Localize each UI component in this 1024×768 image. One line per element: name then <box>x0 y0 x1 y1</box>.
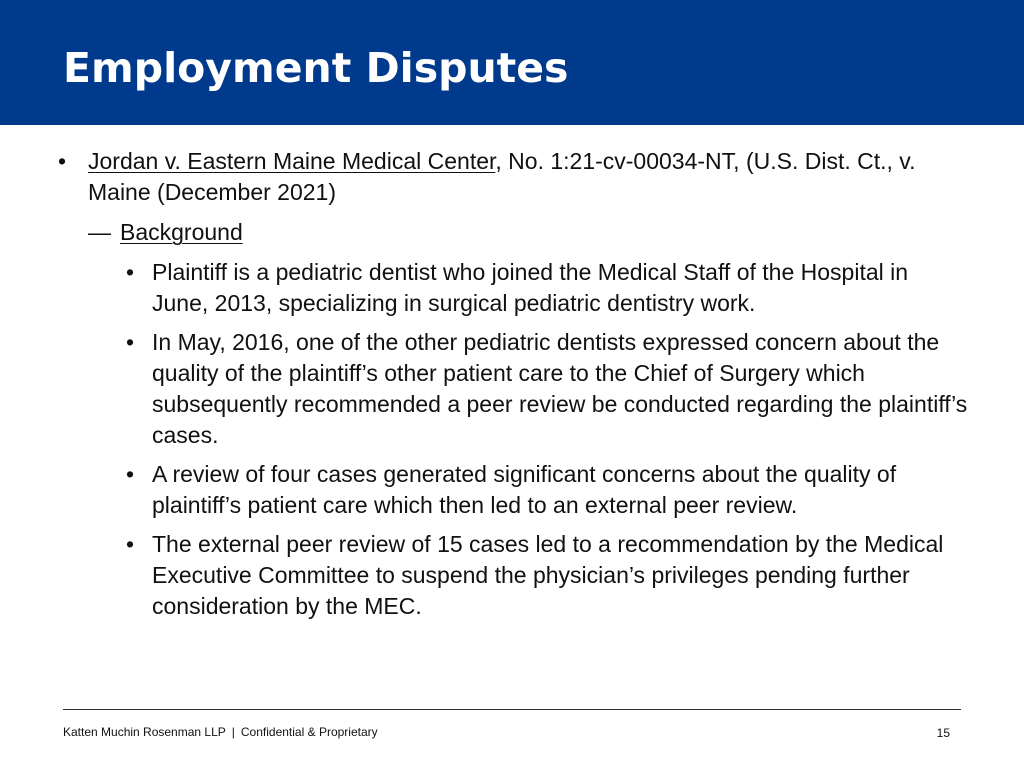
list-item-text: A review of four cases generated significant concerns about the quality of plaintiff’s patient care which then led to an external peer review. <box>152 461 897 518</box>
list-item-text: Plaintiff is a pediatric dentist who joined the Medical Staff of the Hospital in June, 2013, specializing in surgical pediatric dentistry work. <box>152 259 909 316</box>
bullet-icon: • <box>126 329 135 355</box>
list-item-text: The external peer review of 15 cases led to a recommendation by the Medical Executive Committee to suspend the physician’s privileges pending further consideration by the MEC. <box>152 531 944 619</box>
case-citation: , No. 1:21-cv-00034-NT, (U.S. Dist. Ct., v. Maine (December 2021) <box>88 148 916 205</box>
list-item <box>126 459 968 521</box>
slide-header <box>0 0 1024 125</box>
slide-title: Employment Disputes <box>63 44 569 92</box>
confidentiality-notice: Confidential & Proprietary <box>240 725 378 739</box>
background-label: Background <box>120 219 243 245</box>
bullet-icon: • <box>126 259 135 285</box>
page-number: 15 <box>936 726 950 740</box>
slide-content <box>58 146 968 630</box>
case-bullet <box>58 146 968 208</box>
list-item <box>126 257 968 319</box>
footer-separator: | <box>231 725 235 739</box>
background-heading <box>88 217 968 248</box>
footer-text <box>63 725 378 740</box>
background-list <box>58 257 968 622</box>
footer-divider <box>63 709 961 710</box>
firm-name: Katten Muchin Rosenman LLP <box>63 725 226 739</box>
list-item <box>126 529 968 622</box>
list-item-text: In May, 2016, one of the other pediatric dentists expressed concern about the quality of the plaintiff’s other patient care to the Chief of Surgery which subsequently recommended a peer review be conducted regarding the plaintiff’s cases. <box>152 329 968 448</box>
bullet-icon: • <box>58 148 67 174</box>
case-name: Jordan v. Eastern Maine Medical Center <box>88 148 496 174</box>
list-item <box>126 327 968 451</box>
bullet-icon: • <box>126 531 135 557</box>
bullet-icon: • <box>126 461 135 487</box>
dash-icon: — <box>88 219 111 245</box>
